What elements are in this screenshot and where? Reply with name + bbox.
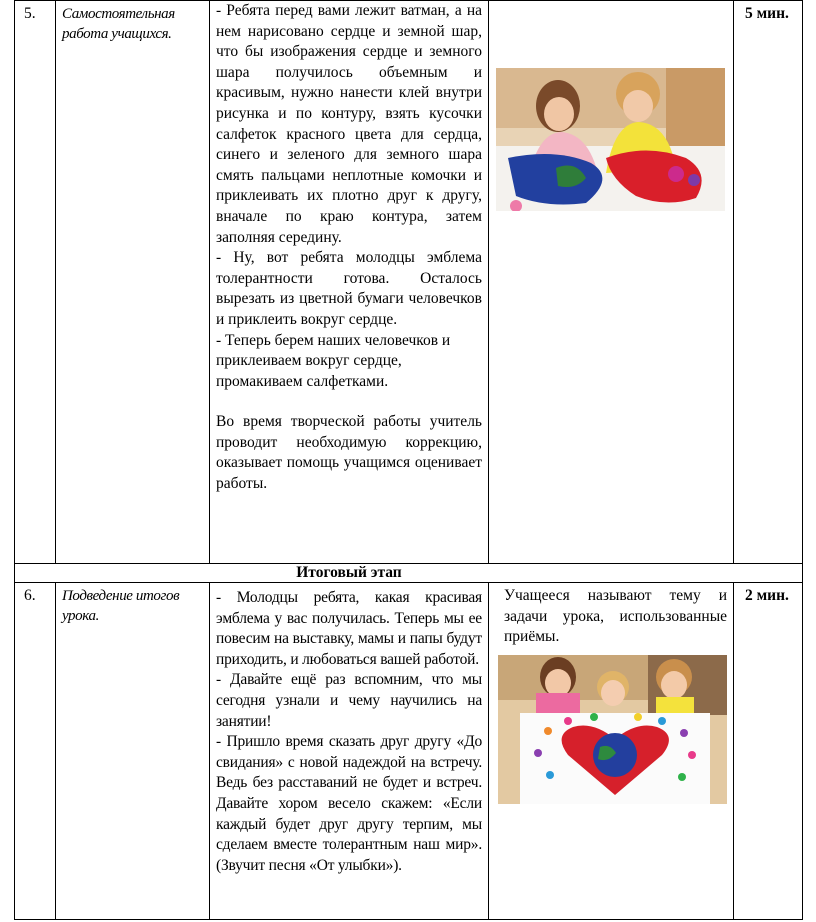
column-divider bbox=[55, 0, 56, 564]
stage-title: Самостоятельная работа учащихся. bbox=[62, 6, 175, 42]
row-divider bbox=[14, 582, 803, 583]
column-divider bbox=[733, 0, 734, 564]
teacher-activity bbox=[216, 1, 482, 495]
column-divider bbox=[14, 0, 15, 920]
stage-title: Подведение итогов урока. bbox=[62, 588, 180, 624]
column-divider bbox=[209, 582, 210, 920]
column-divider bbox=[488, 0, 489, 564]
teacher-paragraph: - Пришло время сказать друг другу «До свидания» с новой надеждой на встречу. Ведь без расставаний не будет и встреч. Давайте хором весело скажем: «Если каждый будет друг другу терпим, мы сделаем вместе толерантным наш мир». (Звучит песня «От улыбки»). bbox=[216, 733, 482, 874]
column-divider bbox=[209, 0, 210, 564]
row-number: 5. bbox=[24, 5, 36, 22]
column-divider bbox=[55, 582, 56, 920]
column-divider bbox=[802, 0, 803, 920]
teacher-paragraph: - Давайте ещё раз вспомним, что мы сегодня узнали и чему научились на занятии! bbox=[216, 671, 482, 730]
column-divider bbox=[733, 582, 734, 920]
duration: 2 мин. bbox=[745, 587, 789, 604]
teacher-paragraph: - Ребята перед вами лежит ватман, а на нем нарисовано сердце и земной шар, что бы изображения сердце и земного шара получилось объемным и красивым, нужно нанести клей внутри рисунка и по контуру, взять кусочки салфеток красного цвета для сердца, синего и зеленого для земного шара смять пальцами неплотные комочки и приклеивать их плотно друг к другу, вначале по краю контура, затем заполняя середину. bbox=[216, 2, 482, 246]
teacher-paragraph: - Ну, вот ребята молодцы эмблема толерантности готова. Осталось вырезать из цветной бумаги человечков и приклеить вокруг сердце. bbox=[216, 249, 482, 328]
row-number: 6. bbox=[24, 587, 36, 604]
finished-emblem-photo bbox=[498, 655, 727, 804]
duration: 5 мин. bbox=[745, 5, 789, 22]
teacher-paragraph: - Теперь берем наших человечков и приклеиваем вокруг сердце, промакиваем салфетками. bbox=[216, 331, 451, 390]
column-divider bbox=[488, 582, 489, 920]
teacher-activity bbox=[216, 588, 482, 876]
children-working-photo bbox=[496, 68, 725, 211]
stage-heading: Итоговый этап bbox=[296, 564, 402, 581]
table-border-bottom bbox=[14, 919, 803, 920]
teacher-paragraph: - Молодцы ребята, какая красивая эмблема у вас получилась. Теперь мы ее повесим на выставку, мамы и папы будут приходить, и любоваться вашей работой. bbox=[216, 589, 482, 668]
students-activity: Учащееся называют тему и задачи урока, использованные приёмы. bbox=[504, 587, 727, 646]
teacher-paragraph: Во время творческой работы учитель проводит необходимую коррекцию, оказывает помощь учащимся оценивает работы. bbox=[216, 413, 482, 493]
